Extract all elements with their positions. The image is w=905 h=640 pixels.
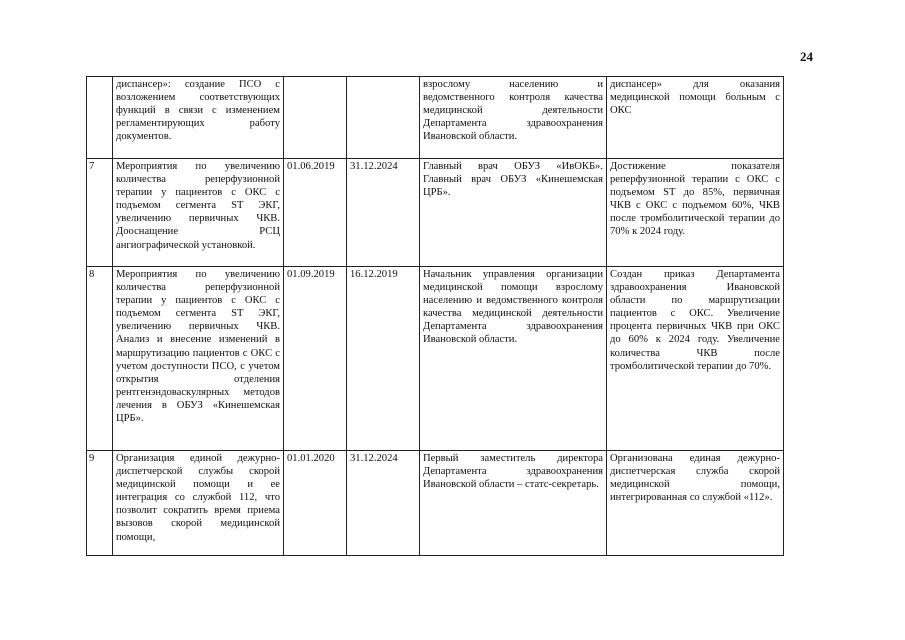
responsible-cell: Начальник управления организации медицинской помощи взрослому населению и ведомственного контроля качества медицинской деятельности Департамента здравоохранения Ивановской области. — [420, 267, 607, 451]
result-cell: Организована единая дежурно-диспетчерская служба скорой медицинской помощи, интегрированная со службой «112». — [607, 451, 784, 556]
end-date-cell: 16.12.2019 — [347, 267, 420, 451]
start-date-cell: 01.06.2019 — [284, 159, 347, 267]
result-cell: диспансер» для оказания медицинской помощи больным с ОКС — [607, 77, 784, 159]
start-date-cell: 01.09.2019 — [284, 267, 347, 451]
measures-table — [86, 76, 784, 556]
start-date-cell: 01.01.2020 — [284, 451, 347, 556]
table-row — [87, 451, 784, 556]
measure-cell: диспансер»: создание ПСО с возложением соответствующих функций в связи с изменением регламентирующих работу документов. — [113, 77, 284, 159]
responsible-cell: Главный врач ОБУЗ «ИвОКБ». Главный врач ОБУЗ «Кинешемская ЦРБ». — [420, 159, 607, 267]
end-date-cell: 31.12.2024 — [347, 451, 420, 556]
result-cell: Достижение показателя реперфузионной терапии с ОКС с подъемом ST до 85%, первичная ЧКВ с ОКС с подъемом 60%, ЧКВ после тромболитической терапии до 70% к 2024 году. — [607, 159, 784, 267]
row-number-cell — [87, 77, 113, 159]
start-date-cell — [284, 77, 347, 159]
result-cell: Создан приказ Департамента здравоохранения Ивановской области по маршрутизации пациентов с ОКС. Увеличение процента первичных ЧКВ при ОКС до 60% к 2024 году. Увеличение количества ЧКВ после тромболитической терапии до 70%. — [607, 267, 784, 451]
row-number-cell: 8 — [87, 267, 113, 451]
measure-cell: Мероприятия по увеличению количества реперфузионной терапии у пациентов с ОКС с подъемом сегмента ST ЭКГ, увеличению первичных ЧКВ. Дооснащение РСЦ ангиографической установкой. — [113, 159, 284, 267]
end-date-cell — [347, 77, 420, 159]
responsible-cell: взрослому населению и ведомственного контроля качества медицинской деятельности Департамента здравоохранения Ивановской области. — [420, 77, 607, 159]
end-date-cell: 31.12.2024 — [347, 159, 420, 267]
row-number-cell: 7 — [87, 159, 113, 267]
row-number-cell: 9 — [87, 451, 113, 556]
table-row — [87, 267, 784, 451]
measure-cell: Мероприятия по увеличению количества реперфузионной терапии у пациентов с ОКС с подъемом сегмента ST ЭКГ, увеличению первичных ЧКВ. Анализ и внесение изменений в маршрутизацию пациентов с ОКС с учетом доступности ПСО, с учетом открытия отделения рентгенэндоваскулярных методов лечения в ОБУЗ «Кинешемская ЦРБ». — [113, 267, 284, 451]
table-row — [87, 159, 784, 267]
table-row — [87, 77, 784, 159]
measure-cell: Организация единой дежурно-диспетчерской службы скорой медицинской помощи и ее интеграция со службой 112, что позволит сократить время приема вызовов скорой медицинской помощи, — [113, 451, 284, 556]
page-number: 24 — [800, 49, 813, 64]
responsible-cell: Первый заместитель директора Департамента здравоохранения Ивановской области – статс-секретарь. — [420, 451, 607, 556]
